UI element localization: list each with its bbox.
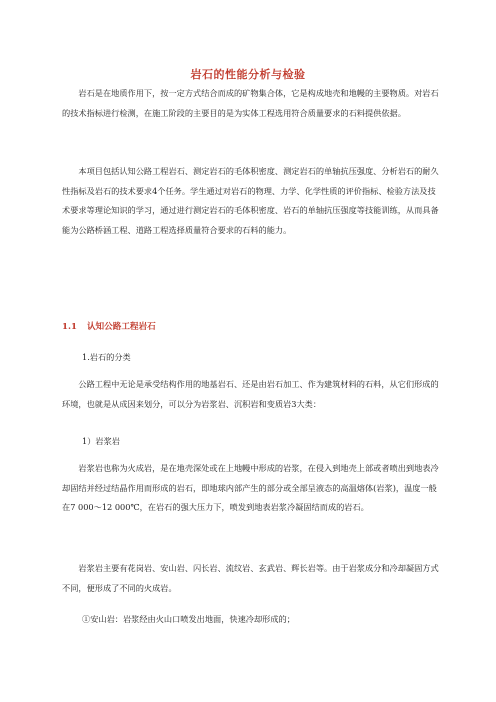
paragraph-classification: 公路工程中无论是承受结构作用的地基岩石、还是由岩石加工、作为建筑材料的石料，从它们形成的环境，也就是从成因来划分，可以分为岩浆岩、沉积岩和变质岩3大类： — [62, 379, 439, 409]
subheading-magmatic-rock: 1）岩浆岩 — [82, 436, 120, 446]
page-title: 岩石的性能分析与检验 — [190, 68, 306, 81]
intro-paragraph-2: 本项目包括认知公路工程岩石、测定岩石的毛体积密度、测定岩石的单轴抗压强度、分析岩石的耐久性指标及岩石的技术要求4个任务。学生通过对岩石的物理、力学、化学性质的评价指标、检验方法及技术要求等理论知识的学习，通过进行测定岩石的毛体积密度、岩石的单轴抗压强度等技能训练，从而具备能为公路桥涵工程、道路工程选择质量符合要求的石料的能力。 — [62, 166, 439, 235]
section-title: 认知公路工程岩石 — [86, 322, 156, 332]
section-number: 1.1 — [62, 322, 77, 332]
paragraph-magmatic-rock-1: 岩浆岩也称为火成岩，是在地壳深处或在上地幔中形成的岩浆，在侵入到地壳上部或者喷出到地表冷却固结并经过结晶作用而形成的岩石，即地球内部产生的部分或全部呈液态的高温熔体(岩浆)，温度一般在7 000～12 000℃，在岩石的强大压力下，喷发到地表岩浆冷凝固结而成的岩石。 — [62, 463, 439, 512]
paragraph-magmatic-rock-2: 岩浆岩主要有花岗岩、安山岩、闪长岩、流纹岩、玄武岩、辉长岩等。由于岩浆成分和冷却凝固方式不同，便形成了不同的火成岩。 — [62, 563, 439, 593]
section-heading — [62, 320, 156, 332]
list-item-andesite: ①安山岩：岩浆经由火山口喷发出地面，快速冷却形成的； — [82, 614, 295, 624]
intro-paragraph-1: 岩石是在地质作用下，按一定方式结合而成的矿物集合体，它是构成地壳和地幔的主要物质。对岩石的技术指标进行检测，在施工阶段的主要目的是为实体工程选用符合质量要求的石料提供依据。 — [62, 88, 439, 118]
subheading-classification: 1.岩石的分类 — [82, 352, 131, 362]
